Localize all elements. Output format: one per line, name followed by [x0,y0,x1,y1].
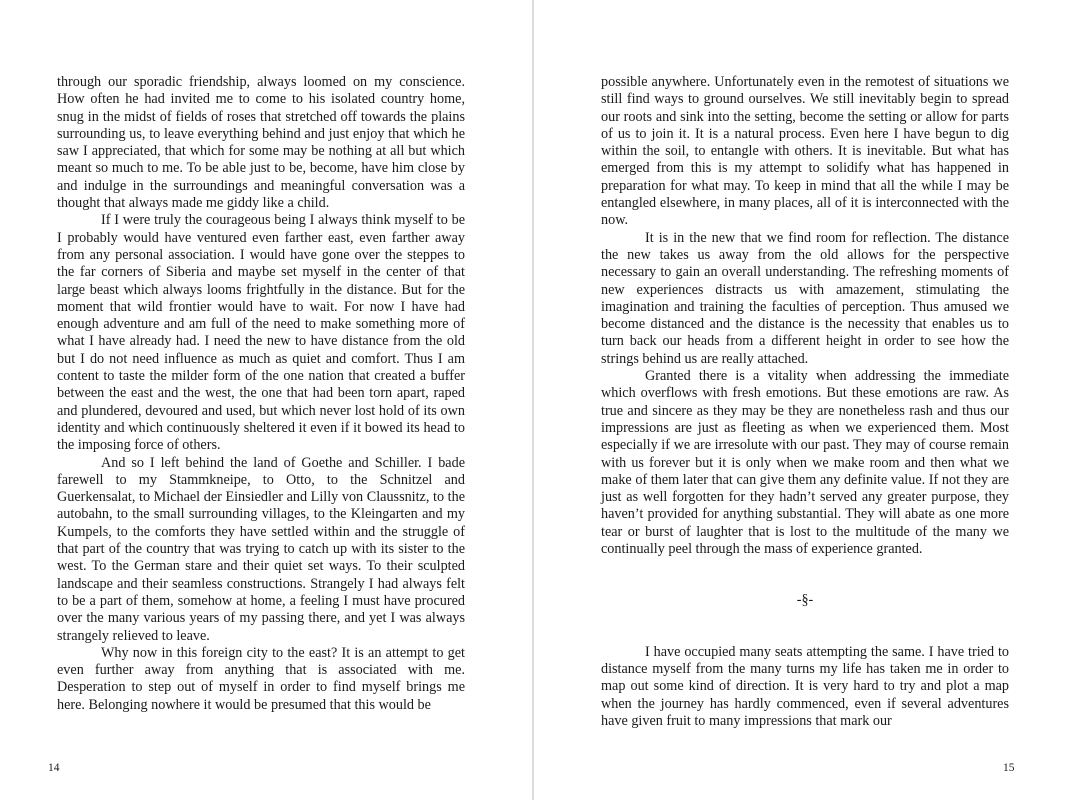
paragraph: Granted there is a vitality when addressing the immediate which overflows with fresh emotions. But these emotions are raw. As true and sincere as they may be they are nonetheless rash and thus our impressions are just as fleeting as when we experienced them. Most especially if we are irresolute with our past. They may of course remain with us forever but it is only when we make room and then what we make of them later that can give them any definite value. If not they are just as well forgotten for they hadn’t served any greater purpose, they haven’t provided for anything substantial. They will abate as one more tear or burst of laughter that is lost to the multitude of the many we continually peel through the mass of experience granted. [601,368,1009,558]
paragraph: Why now in this foreign city to the east? It is an attempt to get even further away from anything that is associated with me. Desperation to step out of myself in order to find myself brings me here. Belonging nowhere it would be presumed that this would be [57,644,465,713]
left-page [0,0,532,800]
right-page [534,0,1066,800]
paragraph: I have occupied many seats attempting the same. I have tried to distance myself from the many turns my life has taken me in order to map out some kind of direction. It is very hard to try and plot a map when the journey has hardly commenced, even if several adventures have given fruit to many impressions that mark our [601,643,1009,729]
paragraph: And so I left behind the land of Goethe and Schiller. I bade farewell to my Stammkneipe, to Otto, to the Schnitzel and Guerkensalat, to Michael der Einsiedler and Lilly von Claussnitz, to the autobahn, to the small surrounding villages, to the Kleingarten and my Kumpels, to the comforts they have settled within and the struggle of that part of the country that was trying to catch up with its sister to the west. To the German stare and their quiet set ways. To their sculpted landscape and their seamless constructions. Strangely I had always felt to be a part of them, somehow at home, a feeling I must have procured over the many various years of my passing there, and yet I was always strangely relieved to leave. [57,454,465,644]
paragraph: It is in the new that we find room for reflection. The distance the new takes us away from the old allows for the perspective necessary to gain an overall understanding. The refreshing moments of new experiences distracts us with amazement, stimulating the imagination and training the faculties of perception. Thus amused we become distanced and the distance is the necessity that enables us to turn back our heads from a different height in order to see how the strings behind us are really attached. [601,229,1009,367]
section-separator: -§- [796,592,814,609]
page-number-right: 15 [1003,762,1015,774]
left-page-text [57,74,465,714]
paragraph: through our sporadic friendship, always loomed on my conscience. How often he had invited me to come to his isolated country home, snug in the midst of fields of roses that stretched off towards the plains surrounding us, to leave everything behind and just enjoy that which he saw I appreciated, that which for some may be nothing at all but which meant so much to me. To be able just to be, become, have him close by and indulge in the surroundings and meaningful conversation was a thought that always made me giddy like a child. [57,74,465,212]
page-number-left: 14 [48,762,60,774]
paragraph: possible anywhere. Unfortunately even in the remotest of situations we still find ways to ground ourselves. We still inevitably begin to spread our roots and sink into the setting, become the setting or allow for parts of us to join it. It is a natural process. Even here I have begun to dig within the soil, to entangle with others. It is inevitable. But what has emerged from this is my attempt to solidify what has happened in preparation for what may. To keep in mind that all the while I may be entangled elsewhere, in many places, all of it is interconnected with the now. [601,74,1009,229]
paragraph: If I were truly the courageous being I always think myself to be I probably would have ventured even farther east, even farther away from any personal association. I would have gone over the steppes to the far corners of Siberia and maybe set myself in the center of that large beast which always looms frightfully in the distance. But for the moment that wild frontier would have to wait. For now I have had enough adventure and am full of the need to make something more of what I have already had. I need the new to have distance from the old but I do not need influence as much as quiet and comfort. Thus I am content to taste the milder form of the one nation that created a buffer between the east and the west, the one that had been torn apart, raped and plundered, devoured and used, but which never lost hold of its own identity and which continuously sheltered it even if it bowed its head to the imposing force of others. [57,212,465,454]
right-page-text [601,74,1009,730]
